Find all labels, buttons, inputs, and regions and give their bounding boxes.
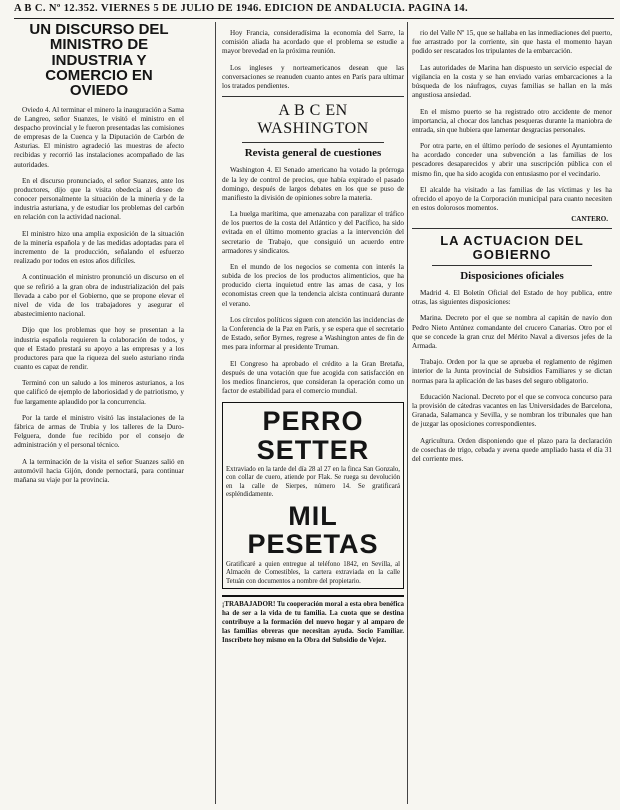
- paragraph: Trabajo. Orden por la que se aprueba el reglamento de régimen interior de la Junta provincial de Subsidios Familiares y se dictan normas para la aplicación de las bases del seguro obligatorio.: [412, 358, 612, 385]
- paragraph: El Congreso ha aprobado el crédito a la Gran Bretaña, después de una votación que fue acogida con satisfacción en los medios financieros, que consideran la operación como un factor de estabilidad para el comercio mundial.: [222, 359, 404, 396]
- article-continuation: [222, 29, 404, 91]
- paragraph: Dijo que los problemas que hoy se presentan a la industria española requieren la colaboración de todos, y que el Estado prestará su apoyo a las empresas y a los productores para que la riqueza del suelo asturiano rinda cuanto es capaz de rendir.: [14, 326, 184, 371]
- paragraph: En el mundo de los negocios se comenta con interés la subida de los precios de los productos alimenticios, que ha producido cierta inquietud entre las amas de casa, y los economistas creen que la tendencia alcista continuará durante el verano.: [222, 263, 404, 308]
- title-rule: [432, 265, 592, 266]
- paragraph: A continuación el ministro pronunció un discurso en el que se refirió a la gran obra de industrialización del país llevada a cabo por el Gobierno, que se propone elevar el nivel de vida de los trabajadores y asegurar el abastecimiento nacional.: [14, 273, 184, 319]
- paragraph: En el discurso pronunciado, el señor Suanzes, ante los productores, dijo que la visita obedecía al deseo de conocer personalmente la situación de la minería y de la industria asturiana, y de estudiar los problemas del carbón en relación con la actividad nacional.: [14, 176, 184, 222]
- ad-text: Gratificaré a quien entregue al teléfono 1842, en Sevilla, al Almacén de Comestibles, la cartera extraviada en la calle Tetuán con documentos a nombre del propietario.: [226, 560, 400, 585]
- column-left: [14, 22, 184, 804]
- paragraph: Marina. Decreto por el que se nombra al capitán de navío don Pedro Nieto Antúnez comandante del crucero Canarias. Otro por el que se concede la gran cruz del Mérito Naval a diversos jefes de la Armada.: [412, 314, 612, 350]
- column-divider: [407, 22, 408, 804]
- paragraph: A la terminación de la visita el señor Suanzes salió en automóvil hacia Gijón, donde pernoctará, para continuar mañana su viaje por la provincia.: [14, 457, 184, 484]
- header-rule: [14, 18, 614, 19]
- paragraph: En el mismo puerto se ha registrado otro accidente de menor importancia, al chocar dos lanchas pesqueras durante la maniobra de entrada, sin que hubiera que lamentar desgracias personales.: [412, 107, 612, 134]
- paragraph: rio del Valle Nº 15, que se hallaba en las inmediaciones del puerto, fue arrastrado por la corriente, sin que hasta el momento hayan podido ser rescatados los tripulantes de la embarcación.: [412, 29, 612, 56]
- ad-title: MIL PESETAS: [247, 500, 379, 560]
- notice-box: ¡TRABAJADOR! Tu cooperación moral a esta obra benéfica ha de ser a la vida de tu familia. La cuota que se destina contribuye a la formación del nuevo hogar y al amparo de las familias obreras que necesitan ayuda. Socio Familiar. Inscríbete hoy mismo en la Obra del Subsidio de Vejez.: [222, 595, 404, 645]
- paragraph: La huelga marítima, que amenazaba con paralizar el tráfico de los puertos de la costa del Atlántico y del Pacífico, ha sido evitada en el último momento gracias a la intervención del secretario de Trabajo, que consiguió un acuerdo entre armadores y sindicatos.: [222, 210, 404, 255]
- byline-signature: CANTERO.: [571, 215, 608, 224]
- section-title: LA ACTUACION DEL GOBIERNO: [440, 233, 584, 262]
- paragraph: Madrid 4. El Boletín Oficial del Estado de hoy publica, entre otras, las siguientes disposiciones:: [412, 289, 612, 307]
- column-right: [412, 22, 612, 804]
- article-body: [412, 289, 612, 464]
- paragraph: Los círculos políticos siguen con atención las incidencias de la Conferencia de la Paz en París, y se espera que el secretario de Estado, señor Byrnes, regrese a Washington antes de fin de mes para informar al presidente Truman.: [222, 315, 404, 352]
- column-divider: [215, 22, 216, 804]
- article-body: [14, 106, 184, 485]
- paragraph: Los ingleses y norteamericanos desean que las conversaciones se reanuden cuanto antes en París para ultimar los tratados pendientes.: [222, 63, 404, 91]
- article-subtitle: Disposiciones oficiales: [460, 269, 564, 282]
- paragraph: El ministro hizo una amplia exposición de la situación de la minería española y de las medidas adoptadas para el incremento de la producción, señalando el esfuerzo realizado por todos en estos años difíciles.: [14, 229, 184, 266]
- paragraph: Terminó con un saludo a los mineros asturianos, a los que calificó de ejemplo de laboriosidad y de patriotismo, y fue largamente aplaudido por la concurrencia.: [14, 379, 184, 406]
- paragraph: Agricultura. Orden disponiendo que el plazo para la declaración de cosechas de trigo, cebada y avena quede ampliado hasta el día 31 del corriente mes.: [412, 436, 612, 463]
- article-subtitle: Revista general de cuestiones: [244, 147, 382, 160]
- paragraph: Por la tarde el ministro visitó las instalaciones de la fábrica de armas de Trubia y los talleres de la Duro-Felguera, donde fue recibido por el consejo de administración y el personal técnico.: [14, 413, 184, 450]
- ad-text: Extraviado en la tarde del día 28 al 27 en la finca San Gonzalo, con collar de cuero, atiende por Flak. Se ruega su devolución en la calle de Sierpes, número 14. Se gratificará espléndidamente.: [226, 465, 400, 499]
- column-middle: [222, 22, 404, 804]
- paragraph: Educación Nacional. Decreto por el que se convoca concurso para la provisión de cátedras vacantes en las Universidades de Barcelona, Granada, Salamanca y Sevilla, y se nombran los tribunales que han de juzgar las oposiciones correspondientes.: [412, 392, 612, 429]
- title-rule: [242, 142, 384, 143]
- ad-title: PERRO SETTER: [256, 406, 370, 465]
- article-body: [412, 29, 612, 213]
- paragraph: Por otra parte, en el último período de sesiones el Ayuntamiento ha acordado conceder una subvención a las familias de los pescadores desaparecidos y abrir una suscripción pública con el mismo fin, que ha sido acogida con entusiasmo por el vecindario.: [412, 142, 612, 178]
- section-title: A B C EN WASHINGTON: [257, 102, 369, 138]
- paragraph: El alcalde ha visitado a las familias de las víctimas y les ha ofrecido el apoyo de la Corporación municipal para cuanto necesiten en estos dolorosos momentos.: [412, 185, 612, 213]
- paragraph: Hoy Francia, consideradísima la economía del Sarre, la comisión aliada ha acordado que el problema se estudie a mayor brevedad en la próxima reunión.: [222, 29, 404, 56]
- article-body: [222, 166, 404, 396]
- paragraph: Oviedo 4. Al terminar el minero la inauguración a Sama de Langreo, señor Suanzes, le visitó el ministro en el despacho provincial y le fueron presentadas las comisiones de empresas de la Cuenca y la Diputación de Carbón de Asturias. El ministro agradeció las muestras de afecto recibidas y recorrió las instalaciones acompañado de las autoridades.: [14, 105, 184, 169]
- section-divider: [222, 96, 404, 97]
- classified-ad: [222, 402, 404, 589]
- paragraph: Washington 4. El Senado americano ha votado la prórroga de la ley de control de precios, que había expirado el pasado domingo, después de largos debates en los que se puso de manifiesto la división de opiniones sobre la materia.: [222, 166, 404, 202]
- article-headline: UN DISCURSO DEL MINISTRO DE INDUSTRIA Y COMERCIO EN OVIEDO: [29, 22, 169, 100]
- page-header: A B C. Nº 12.352. VIERNES 5 DE JULIO DE 1946. EDICION DE ANDALUCIA. PAGINA 14.: [14, 3, 469, 14]
- section-divider: [412, 228, 612, 229]
- paragraph: Las autoridades de Marina han dispuesto un servicio especial de vigilancia en la costa y se han enviado varias embarcaciones a la búsqueda de los náufragos, cuyas familias se hallan en la más angustiosa ansiedad.: [412, 63, 612, 100]
